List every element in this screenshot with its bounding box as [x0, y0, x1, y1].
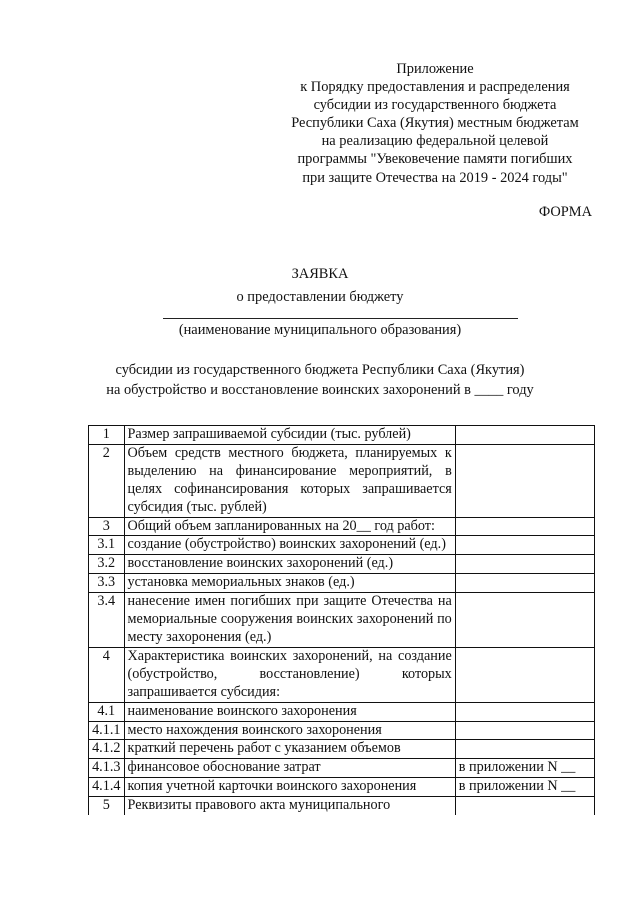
- row-description: финансовое обоснование затрат: [124, 759, 455, 778]
- row-number: 2: [89, 444, 125, 517]
- purpose-line-1: субсидии из государственного бюджета Республики Саха (Якутия): [115, 362, 525, 378]
- application-table: [88, 425, 595, 815]
- table-row: [89, 740, 595, 759]
- row-description: наименование воинского захоронения: [124, 702, 455, 721]
- appendix-line: к Порядку предоставления и распределения: [300, 79, 570, 96]
- row-description: нанесение имен погибших при защите Отечества на мемориальные сооружения воинских захоронений по месту захоронения (ед.): [124, 593, 455, 648]
- row-value: в приложении N __: [455, 778, 594, 797]
- row-number: 3.3: [89, 574, 125, 593]
- row-value: [455, 426, 594, 445]
- table-row: [89, 517, 595, 536]
- table-row: [89, 574, 595, 593]
- table-row: [89, 759, 595, 778]
- row-value: [455, 721, 594, 740]
- row-value: [455, 647, 594, 702]
- row-number: 4.1.1: [89, 721, 125, 740]
- appendix-line: программы "Увековечение памяти погибших: [297, 151, 573, 168]
- row-value: [455, 740, 594, 759]
- row-number: 3.2: [89, 555, 125, 574]
- document-title: ЗАЯВКА: [291, 266, 349, 282]
- row-number: 5: [89, 797, 125, 815]
- row-value: [455, 797, 594, 815]
- row-number: 3: [89, 517, 125, 536]
- table-row: [89, 426, 595, 445]
- row-value: [455, 593, 594, 648]
- table-row: [89, 778, 595, 797]
- row-description: копия учетной карточки воинского захоронения: [124, 778, 455, 797]
- table-row: [89, 593, 595, 648]
- appendix-line: Республики Саха (Якутия) местным бюджетам: [291, 115, 579, 132]
- document-subtitle: о предоставлении бюджету: [236, 289, 404, 305]
- row-description: Объем средств местного бюджета, планируемых к выделению на финансирование мероприятий, в целях софинансирования которых запрашивается субсидия (тыс. рублей): [124, 444, 455, 517]
- appendix-line: при защите Отечества на 2019 - 2024 годы": [302, 169, 568, 186]
- row-description: восстановление воинских захоронений (ед.): [124, 555, 455, 574]
- row-value: [455, 555, 594, 574]
- row-number: 4.1.4: [89, 778, 125, 797]
- table-row: [89, 555, 595, 574]
- table-row: [89, 702, 595, 721]
- fill-line-caption: (наименование муниципального образования): [178, 322, 462, 338]
- appendix-line: Приложение: [396, 61, 474, 77]
- appendix-line: субсидии из государственного бюджета: [313, 97, 557, 114]
- row-description: Характеристика воинских захоронений, на создание (обустройство, восстановление) которых запрашивается субсидия:: [124, 647, 455, 702]
- row-value: [455, 444, 594, 517]
- municipality-fill-line: [163, 318, 518, 319]
- appendix-line: на реализацию федеральной целевой: [321, 133, 549, 150]
- row-description: создание (обустройство) воинских захоронений (ед.): [124, 536, 455, 555]
- row-value: [455, 517, 594, 536]
- row-number: 4: [89, 647, 125, 702]
- table-row: [89, 721, 595, 740]
- table-row: [89, 536, 595, 555]
- row-number: 1: [89, 426, 125, 445]
- row-value: в приложении N __: [455, 759, 594, 778]
- row-number: 4.1.2: [89, 740, 125, 759]
- row-number: 3.4: [89, 593, 125, 648]
- row-description: место нахождения воинского захоронения: [124, 721, 455, 740]
- row-description: Общий объем запланированных на 20__ год работ:: [124, 517, 455, 536]
- table-row: [89, 444, 595, 517]
- row-number: 4.1: [89, 702, 125, 721]
- row-description: Размер запрашиваемой субсидии (тыс. рублей): [124, 426, 455, 445]
- table-row: [89, 647, 595, 702]
- row-value: [455, 702, 594, 721]
- table-row: [89, 797, 595, 815]
- row-description: краткий перечень работ с указанием объемов: [124, 740, 455, 759]
- form-label: ФОРМА: [538, 204, 592, 220]
- row-number: 4.1.3: [89, 759, 125, 778]
- row-description: Реквизиты правового акта муниципального: [124, 797, 455, 815]
- row-description: установка мемориальных знаков (ед.): [124, 574, 455, 593]
- row-number: 3.1: [89, 536, 125, 555]
- row-value: [455, 574, 594, 593]
- row-value: [455, 536, 594, 555]
- appendix-header: [275, 60, 595, 187]
- purpose-line-2: на обустройство и восстановление воинских захоронений в ____ году: [106, 382, 534, 398]
